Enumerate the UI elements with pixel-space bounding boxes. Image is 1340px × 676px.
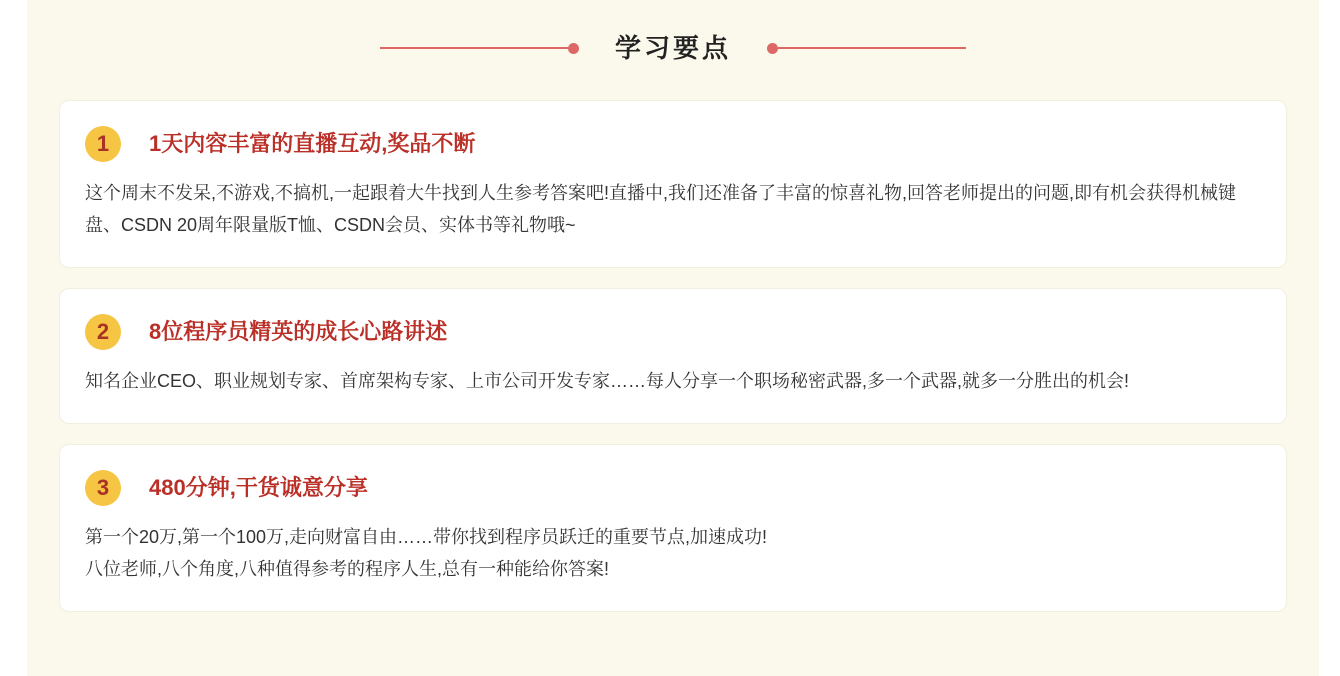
page-title: 学习要点: [614, 33, 731, 63]
divider-dot-right: [767, 43, 778, 54]
card-paragraph: 这个周末不发呆,不游戏,不搞机,一起跟着大牛找到人生参考答案吧!直播中,我们还准备了丰富的惊喜礼物,回答老师提出的问题,即有机会获得机械键盘、CSDN 20周年限量版T恤、CSDN会员、实体书等礼物哦~: [85, 183, 1237, 235]
number-badge: 2: [85, 314, 121, 350]
card-paragraph: 第一个20万,第一个100万,走向财富自由……带你找到程序员跃迁的重要节点,加速成功!: [85, 527, 768, 547]
card-body: [85, 365, 1256, 397]
card-body: [85, 177, 1256, 241]
learning-point-card-3: [59, 444, 1287, 612]
card-paragraph: 八位老师,八个角度,八种值得参考的程序人生,总有一种能给你答案!: [85, 559, 610, 579]
card-paragraph: 知名企业CEO、职业规划专家、首席架构专家、上市公司开发专家……每人分享一个职场秘密武器,多一个武器,就多一分胜出的机会!: [85, 371, 1130, 391]
card-body: [85, 521, 1256, 585]
card-head: [85, 126, 1256, 162]
card-head: [85, 314, 1256, 350]
divider-line-left: [380, 47, 568, 49]
card-head: [85, 470, 1256, 506]
section-header: [27, 28, 1319, 68]
card-heading: 8位程序员精英的成长心路讲述: [149, 319, 448, 344]
learning-point-card-1: [59, 100, 1287, 268]
number-badge: 1: [85, 126, 121, 162]
card-heading: 480分钟,干货诚意分享: [149, 475, 368, 500]
learning-points-section: [27, 0, 1319, 676]
learning-point-card-2: [59, 288, 1287, 424]
divider-line-right: [778, 47, 966, 49]
number-badge: 3: [85, 470, 121, 506]
card-heading: 1天内容丰富的直播互动,奖品不断: [149, 131, 476, 156]
divider-dot-left: [568, 43, 579, 54]
